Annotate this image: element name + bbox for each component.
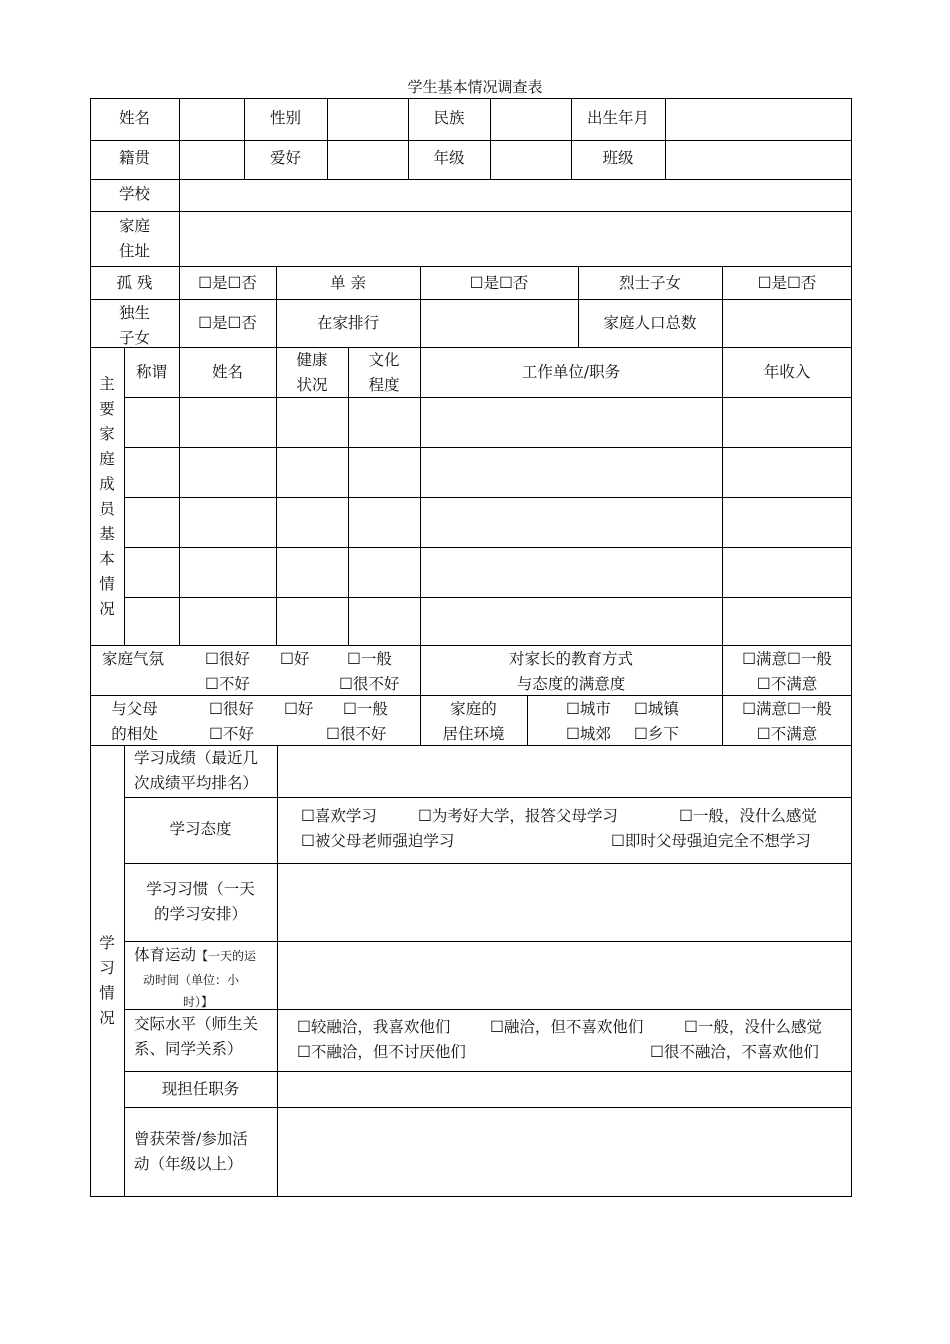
atmosphere-very-good-checkbox[interactable]: ☐很好 — [205, 650, 250, 668]
parents-very-good-checkbox[interactable]: ☐很好 — [209, 700, 254, 718]
single-parent-label: 单 亲 — [330, 274, 366, 292]
sports-label-note-part1: 【一天的运 — [196, 949, 257, 963]
only-child-checkbox[interactable]: ☐是☐否 — [198, 314, 257, 332]
rule — [420, 347, 421, 645]
honors-label-line2: 动（年级以上） — [134, 1155, 243, 1173]
rule — [124, 597, 852, 598]
study-section-label: 学习情况 — [99, 934, 115, 1027]
academic-score-label-line1: 学习成绩（最近几 — [134, 749, 259, 767]
rule — [90, 179, 852, 180]
rule — [124, 1071, 852, 1072]
border-bottom — [90, 1196, 852, 1197]
rule — [124, 547, 852, 548]
education-satisfaction-label-line2: 与态度的满意度 — [516, 675, 626, 693]
social-skill-label-line1: 交际水平（师生关 — [134, 1015, 259, 1033]
rule — [124, 447, 852, 448]
parents-good-checkbox[interactable]: ☐好 — [284, 700, 314, 718]
single-parent-checkbox[interactable]: ☐是☐否 — [469, 274, 529, 292]
rule — [124, 941, 852, 942]
col-income-header: 年收入 — [763, 363, 811, 381]
social-average-checkbox[interactable]: ☐一般，没什么感觉 — [684, 1018, 822, 1036]
honors-label-line1: 曾获荣誉/参加活 — [134, 1130, 248, 1148]
rule — [90, 140, 852, 141]
rule — [277, 745, 278, 1197]
attitude-forced-checkbox[interactable]: ☐被父母老师强迫学习 — [301, 832, 455, 850]
rule — [179, 179, 180, 266]
rule — [124, 1009, 852, 1010]
only-child-label-line2: 子女 — [118, 329, 150, 347]
family-section-label: 主要家庭成员基本情况 — [99, 375, 115, 618]
rule — [90, 347, 852, 348]
rule — [124, 745, 125, 1197]
academic-score-label-line2: 次成绩平均排名） — [134, 774, 259, 792]
col-health-header-line2: 状况 — [296, 376, 328, 394]
attitude-unwilling-checkbox[interactable]: ☐即时父母强迫完全不想学习 — [611, 832, 811, 850]
social-not-harmonious-checkbox[interactable]: ☐不融洽，但不讨厌他们 — [297, 1043, 466, 1061]
col-name-header: 姓名 — [211, 363, 243, 381]
sports-label-note-part2: 动时间（单位：小 — [143, 973, 240, 987]
atmosphere-bad-checkbox[interactable]: ☐不好 — [205, 675, 250, 693]
school-label: 学校 — [118, 185, 150, 203]
col-work-header: 工作单位/职务 — [521, 363, 621, 381]
social-very-not-harmonious-checkbox[interactable]: ☐很不融洽，不喜欢他们 — [650, 1043, 819, 1061]
martyr-child-checkbox[interactable]: ☐是☐否 — [757, 274, 817, 292]
town-checkbox[interactable]: ☐城镇 — [634, 700, 679, 718]
parents-relation-label-line1: 与父母 — [111, 700, 158, 718]
parents-average-checkbox[interactable]: ☐一般 — [343, 700, 388, 718]
sports-label-note-part3: 时）】 — [183, 995, 214, 1009]
parents-very-bad-checkbox[interactable]: ☐很不好 — [326, 725, 387, 743]
attitude-university-checkbox[interactable]: ☐为考好大学，报答父母学习 — [418, 807, 618, 825]
only-child-label-line1: 独生 — [118, 304, 150, 322]
education-satisfaction-checkbox-line2[interactable]: ☐不满意 — [756, 675, 818, 693]
col-education-header-line2: 程度 — [368, 376, 400, 394]
attitude-like-study-checkbox[interactable]: ☐喜欢学习 — [301, 807, 377, 825]
social-harmonious-dislike-checkbox[interactable]: ☐融洽，但不喜欢他们 — [490, 1018, 644, 1036]
living-environment-label-line2: 居住环境 — [442, 725, 505, 743]
family-atmosphere-label: 家庭气氛 — [102, 650, 165, 668]
rule — [665, 98, 666, 179]
atmosphere-good-checkbox[interactable]: ☐好 — [280, 650, 310, 668]
parents-bad-checkbox[interactable]: ☐不好 — [209, 725, 254, 743]
rule — [722, 347, 723, 645]
current-position-label: 现担任职务 — [161, 1080, 240, 1098]
rule — [90, 266, 852, 267]
col-education-header-line1: 文化 — [368, 351, 400, 369]
environment-satisfaction-checkbox-line2[interactable]: ☐不满意 — [756, 725, 818, 743]
living-environment-label-line1: 家庭的 — [450, 700, 497, 718]
sports-label-main: 体育运动 — [134, 946, 197, 964]
social-harmonious-like-checkbox[interactable]: ☐较融洽，我喜欢他们 — [297, 1018, 451, 1036]
rule — [124, 797, 852, 798]
family-population-label: 家庭人口总数 — [603, 314, 697, 332]
address-label-line1: 家庭 — [118, 217, 150, 235]
family-rank-label: 在家排行 — [316, 314, 379, 332]
rule — [90, 211, 852, 212]
suburb-checkbox[interactable]: ☐城郊 — [566, 725, 611, 743]
grade-label: 年级 — [433, 149, 465, 167]
birth-label: 出生年月 — [586, 109, 649, 127]
hobby-label: 爱好 — [269, 149, 301, 167]
study-habit-label-line2: 的学习安排） — [153, 905, 247, 923]
rule — [124, 347, 125, 645]
rule — [179, 98, 180, 179]
col-health-header-line1: 健康 — [296, 351, 328, 369]
sports-label — [134, 943, 256, 968]
gender-label: 性别 — [269, 109, 301, 127]
martyr-child-label: 烈士子女 — [618, 274, 681, 292]
orphan-label: 孤 残 — [116, 274, 153, 292]
rule — [90, 299, 852, 300]
rule — [327, 98, 328, 179]
education-satisfaction-checkbox-line1[interactable]: ☐满意☐一般 — [742, 650, 832, 668]
class-label: 班级 — [602, 149, 634, 167]
rule — [90, 645, 852, 646]
atmosphere-average-checkbox[interactable]: ☐一般 — [347, 650, 392, 668]
atmosphere-very-bad-checkbox[interactable]: ☐很不好 — [339, 675, 400, 693]
rule — [124, 863, 852, 864]
native-place-label: 籍贯 — [118, 149, 150, 167]
village-checkbox[interactable]: ☐乡下 — [634, 725, 679, 743]
study-habit-label-line1: 学习习惯（一天 — [146, 880, 255, 898]
study-attitude-label: 学习态度 — [169, 820, 232, 838]
rule — [527, 695, 528, 745]
rule — [490, 98, 491, 179]
social-skill-label-line2: 系、同学关系） — [134, 1040, 243, 1058]
parents-relation-label-line2: 的相处 — [111, 725, 158, 743]
page-title: 学生基本情况调查表 — [407, 78, 543, 96]
orphan-checkbox[interactable]: ☐是☐否 — [198, 274, 257, 292]
city-checkbox[interactable]: ☐城市 — [566, 700, 611, 718]
rule — [179, 347, 180, 645]
rule — [124, 397, 852, 398]
rule — [124, 1107, 852, 1108]
col-relation-header: 称谓 — [135, 363, 167, 381]
name-label: 姓名 — [118, 109, 150, 127]
education-satisfaction-label-line1: 对家长的教育方式 — [508, 650, 633, 668]
address-label-line2: 住址 — [118, 242, 150, 260]
border-top — [90, 98, 852, 99]
environment-satisfaction-checkbox-line1[interactable]: ☐满意☐一般 — [742, 700, 832, 718]
rule — [124, 497, 852, 498]
attitude-average-checkbox[interactable]: ☐一般，没什么感觉 — [679, 807, 817, 825]
ethnicity-label: 民族 — [433, 109, 465, 127]
survey-form-table — [90, 98, 852, 1197]
